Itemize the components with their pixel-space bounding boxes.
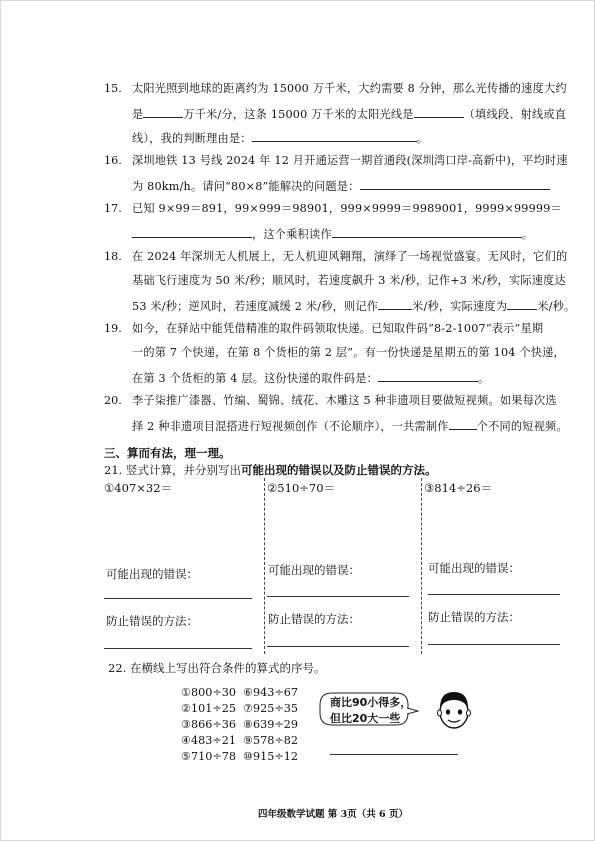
q19-blank-code[interactable]: [378, 370, 478, 382]
q20-number: 20.: [104, 394, 122, 407]
q17-blank-product[interactable]: [132, 226, 252, 238]
q15-number: 15.: [104, 82, 122, 95]
q19-line1: 如今，在驿站中能凭借精准的取件码领取快递。已知取件码“8-2-1007”表示“星期: [132, 322, 544, 335]
q21-error-label-1: 可能出现的错误：: [106, 567, 198, 581]
q15-line1: 太阳光照到地球的距离约为 15000 万千米，大约需要 8 分钟，那么光传播的速度大约: [132, 82, 567, 95]
page-footer: 四年级数学试题 第 3页（共 6 页）: [258, 809, 408, 820]
q15-blank-reason[interactable]: [252, 130, 417, 142]
q18-line1: 在 2024 年深圳无人机展上，无人机迎风翱翔，演绎了一场视觉盛宴。无风时，它们的: [132, 250, 568, 263]
q21-prevent-line-1[interactable]: [104, 648, 252, 649]
q21-divider-2: [421, 478, 422, 654]
q15-blank-speed[interactable]: [143, 106, 183, 118]
q17-line1: 已知 9×99＝891，99×999＝98901，999×9999＝9989001，9999×99999＝: [132, 202, 562, 215]
q21-divider-1: [264, 478, 265, 654]
q22-expr-9: ⑨578÷82: [243, 734, 298, 747]
q17-number: 17.: [104, 202, 122, 215]
section-heading: 三、算而有法，理一理。: [104, 446, 231, 460]
q18-line2: 基础飞行速度为 50 米/秒；顺风时，若速度飙升 3 米/秒，记作+3 米/秒，实际速度达: [132, 274, 566, 287]
q21-intro: 21. 竖式计算，并分别写出可能出现的错误以及防止错误的方法。: [104, 463, 437, 477]
q21-prevent-label-3: 防止错误的方法：: [428, 610, 520, 624]
q21-prevent-label-2: 防止错误的方法：: [268, 612, 360, 626]
q21-prevent-label-1: 防止错误的方法：: [106, 614, 198, 628]
q21-problem-1: ①407×32＝: [104, 481, 173, 495]
q17-blank-reading[interactable]: [332, 226, 522, 238]
q22-expr-8: ⑧639÷29: [243, 718, 298, 731]
bubble-line-1: 商比90小得多，: [330, 696, 412, 709]
q18-line3: 53 米/秒；逆风时，若速度减缓 2 米/秒，则记作 米/秒，实际速度为 米/秒。: [132, 300, 576, 313]
q19-number: 19.: [104, 322, 122, 335]
q22-expr-3: ③866÷36: [181, 718, 236, 731]
q16-blank-answer[interactable]: [360, 178, 550, 190]
q17-line2: ，这个乘积读作 。: [132, 226, 533, 242]
q21-prevent-line-2[interactable]: [267, 646, 409, 647]
q22-answer-line[interactable]: [330, 754, 458, 755]
q22-expr-7: ⑦925÷35: [243, 702, 298, 715]
q15-line3: 线），我的判断理由是： 。: [132, 132, 429, 145]
q21-error-line-2[interactable]: [267, 596, 409, 597]
q16-line1: 深圳地铁 13 号线 2024 年 12 月开通运营一期首通段(深圳湾口岸-高新中)，平均时速: [132, 154, 568, 167]
q22-expr-4: ④483÷21: [181, 734, 236, 747]
q21-error-label-2: 可能出现的错误：: [268, 563, 360, 577]
q20-line1: 李子柒推广漆器、竹编、蜀锦、绒花、木雕这 5 种非遗项目要做短视频。如果每次选: [132, 394, 557, 407]
q22-expr-2: ②101÷25: [181, 702, 236, 715]
q21-problem-2: ②510÷70＝: [267, 481, 336, 495]
q21-problem-3: ③814÷26＝: [424, 481, 493, 495]
q15-line2: 是 万千米/分，这条 15000 万千米的太阳光线是 （填线段、射线或直: [132, 108, 567, 121]
q20-blank-count[interactable]: [449, 418, 477, 430]
q22-expr-10: ⑩915÷12: [243, 750, 298, 763]
q20-line2: 择 2 种非遗项目混搭进行短视频创作（不论顺序），一共需制作 个不同的短视频。: [132, 420, 568, 433]
q21-prevent-line-3[interactable]: [428, 644, 560, 645]
q16-number: 16.: [104, 154, 122, 167]
q19-line3: 在第 3 个货柜的第 4 层。这份快递的取件码是： 。: [132, 372, 490, 385]
q22-intro: 22. 在横线上写出符合条件的算式的序号。: [108, 661, 326, 675]
q21-error-line-1[interactable]: [104, 598, 252, 599]
q15-blank-line-type[interactable]: [414, 106, 464, 118]
q18-blank-speed[interactable]: [507, 298, 537, 310]
q22-expr-6: ⑥943÷67: [243, 686, 298, 699]
bubble-line-2: 但比20大一些: [330, 712, 401, 725]
q22-expr-1: ①800÷30: [181, 686, 236, 699]
q16-line2: 为 80km/h。请问“80×8”能解决的问题是：: [132, 178, 550, 194]
q18-number: 18.: [104, 250, 122, 263]
q18-blank-record[interactable]: [378, 298, 412, 310]
q22-expr-5: ⑤710÷78: [181, 750, 236, 763]
q21-error-label-3: 可能出现的错误：: [428, 561, 520, 575]
q21-error-line-3[interactable]: [428, 594, 560, 595]
boy-face-icon: [436, 688, 472, 732]
q19-line2: 一的第 7 个快递，在第 8 个货柜的第 2 层”。有一份快递是星期五的第 104 个快递，: [132, 346, 565, 359]
